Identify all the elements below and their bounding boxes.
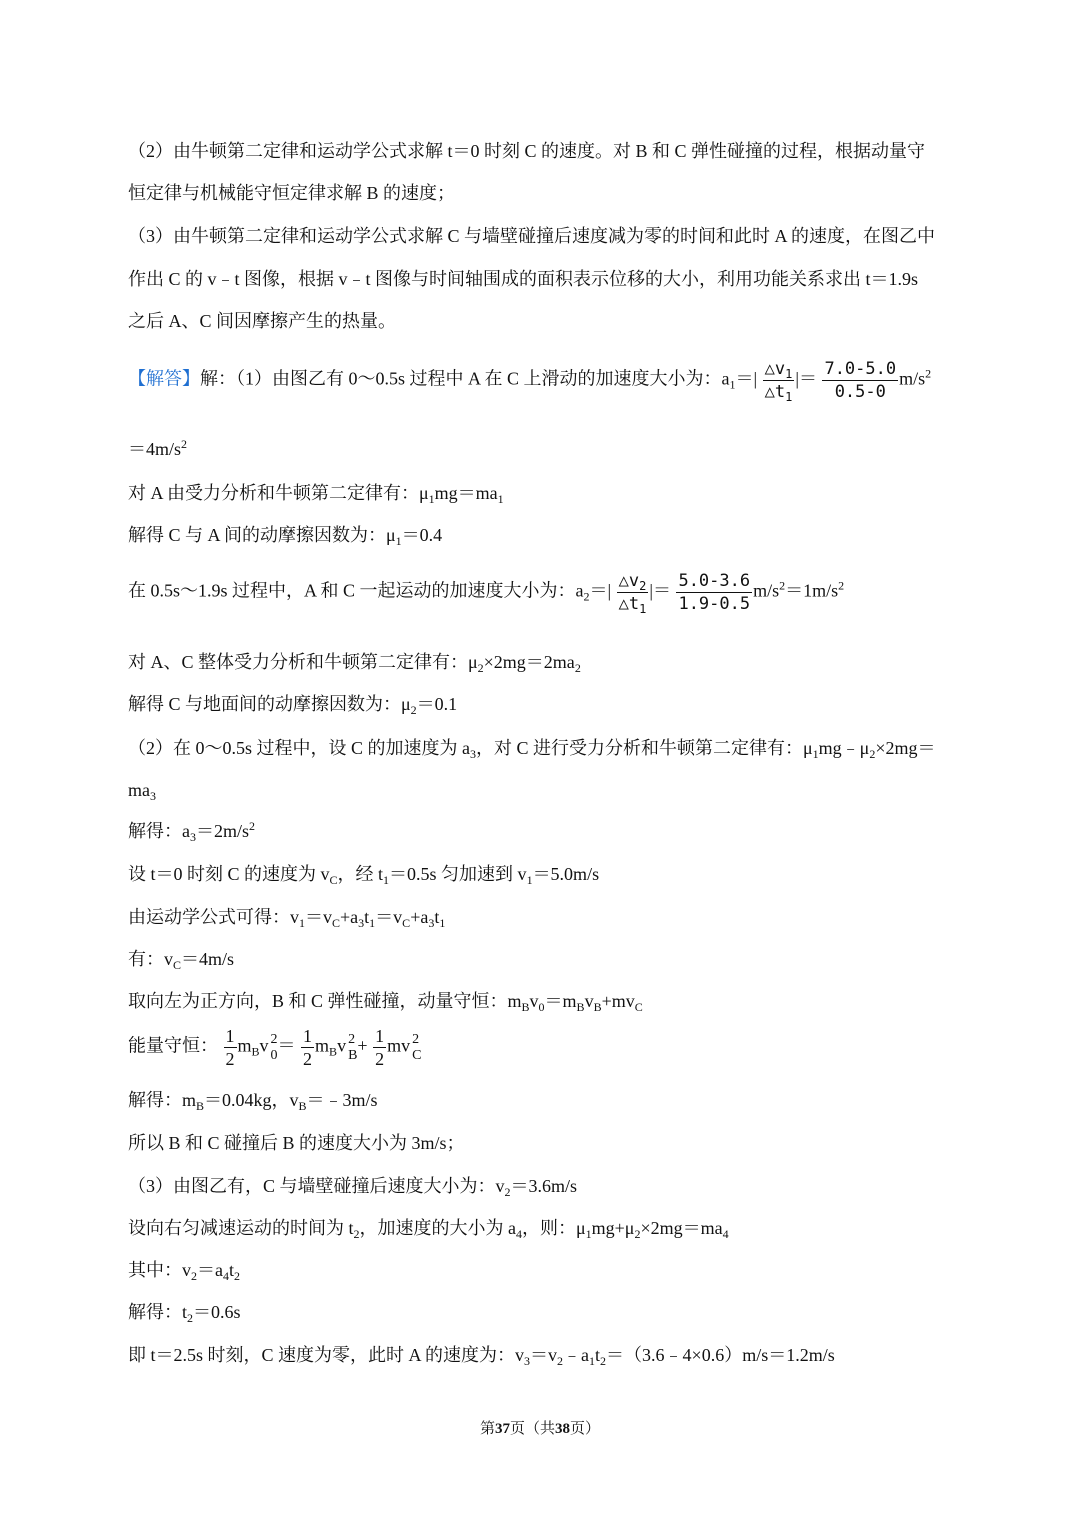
solution-line: 解得：$m_B=0.04kg$，$v_B=﹣3m/s$ xyxy=(128,1090,378,1113)
page-number: 37 xyxy=(494,1421,510,1437)
fraction-values-1: $\frac{7.0-5.0}{0.5-0}$ xyxy=(824,359,897,402)
fraction-values-2: $\frac{5.0-3.6}{1.9-0.5}$ xyxy=(678,571,751,614)
solution-line: 设向右匀减速运动的时间为 $t_2$，加速度的大小为 $a_4$，则：$\mu_1mg+\mu_2\times 2mg=ma_4$ xyxy=(128,1218,729,1241)
solution-line: 解得：$a_3=2m/s^2$ xyxy=(128,819,256,844)
analysis-line: （2）由牛顿第二定律和运动学公式求解 t＝0 时刻 C 的速度。对 B 和 C 弹性碰撞的过程，根据动量守 xyxy=(128,141,926,161)
solution-line: （3）由图乙有，C 与墙壁碰撞后速度大小为：$v_2=3.6m/s$ xyxy=(128,1176,578,1199)
solution-line: 其中：$v_2=a_4t_2$ xyxy=(128,1260,241,1283)
analysis-line: 作出 C 的 v﹣t 图像，根据 v﹣t 图像与时间轴围成的面积表示位移的大小，利用功能关系求出 t＝1.9s xyxy=(128,269,919,289)
solution-line-1: 【解答】解：（1）由图乙有 0～0.5s 过程中 A 在 C 上滑动的加速度大小为：$a_1=|$ $\frac{\triangle v_1}{\triangle t_1}$ |＝ $\frac{7.0-5.0}{0.5-0}$ $m/s^2$ xyxy=(128,359,932,404)
analysis-line: 恒定律与机械能守恒定律求解 B 的速度； xyxy=(128,183,456,203)
analysis-line: 之后 A、C 间因摩擦产生的热量。 xyxy=(128,311,397,331)
page-footer: 第37页（共38页） xyxy=(479,1421,601,1437)
solution-line: $ma_3$ xyxy=(128,780,156,803)
solution-tag: 【解答】 xyxy=(128,368,200,389)
solution-line: $=4m/s^2$ xyxy=(128,437,188,459)
solution-line: 设 t＝0 时刻 C 的速度为 $v_C$，经 $t_1=0.5s$ 匀加速到 $v_1=5.0m/s$ xyxy=(128,864,600,887)
fraction-dv2-dt1: $\frac{\triangle v_2}{\triangle t_1}$ xyxy=(618,571,647,616)
solution-line: 解得：$t_2=0.6s$ xyxy=(128,1302,241,1325)
solution-line: 有：$v_C=4m/s$ xyxy=(128,949,235,972)
solution-line: 解得 C 与地面间的动摩擦因数为：$\mu_2=0.1$ xyxy=(128,694,458,717)
solution-line: 由运动学公式可得：$v_1=v_C+a_3t_1=v_C+a_3t_1$ xyxy=(128,907,446,930)
solution-line: 解得 C 与 A 间的动摩擦因数为：$\mu_1=0.4$ xyxy=(128,525,443,548)
solution-line: 对 A 由受力分析和牛顿第二定律有：$\mu_1mg=ma_1$ xyxy=(128,483,504,506)
fraction-half: $\frac{1}{2}$ xyxy=(303,1026,313,1069)
page-total: 38 xyxy=(555,1421,570,1437)
solution-line: 所以 B 和 C 碰撞后 B 的速度大小为 3m/s； xyxy=(128,1133,465,1153)
solution-line-4: 在 0.5s～1.9s 过程中，A 和 C 一起运动的加速度大小为：$a_2=|$ $\frac{\triangle v_2}{\triangle t_1}$ |＝ $\frac{5.0-3.6}{1.9-0.5}$ $m/s^2=1m/s^2$ xyxy=(128,571,845,616)
fraction-dv1-dt1: $\frac{\triangle v_1}{\triangle t_1}$ xyxy=(764,359,793,404)
solution-line: 对 A、C 整体受力分析和牛顿第二定律有：$\mu_2\times 2mg=2ma_2$ xyxy=(128,652,581,675)
solution-line: 即 t＝2.5s 时刻，C 速度为零，此时 A 的速度为：$v_3=v_2﹣a_1t_2=(3.6﹣4\times 0.6)m/s=1.2m/s$ xyxy=(128,1345,835,1368)
solution-line: 取向左为正方向，B 和 C 弹性碰撞，动量守恒：$m_Bv_0=m_Bv_B+mv_C$ xyxy=(128,991,643,1014)
solution-line-energy: 能量守恒： $\frac{1}{2}$ $m_Bv$ 2 0 ＝ $\frac{1}{2}$ $m_Bv$ 2 B + $\frac{1}{2}$ mv 2 C xyxy=(128,1026,422,1069)
fraction-half: $\frac{1}{2}$ xyxy=(225,1026,235,1069)
analysis-line: （3）由牛顿第二定律和运动学公式求解 C 与墙壁碰撞后速度减为零的时间和此时 A 的速度，在图乙中 xyxy=(128,226,936,246)
fraction-half: $\frac{1}{2}$ xyxy=(375,1026,385,1069)
solution-line: （2）在 0～0.5s 过程中，设 C 的加速度为 $a_3$，对 C 进行受力分析和牛顿第二定律有：$\mu_1mg﹣\mu_2\times 2mg=$ xyxy=(128,738,936,761)
